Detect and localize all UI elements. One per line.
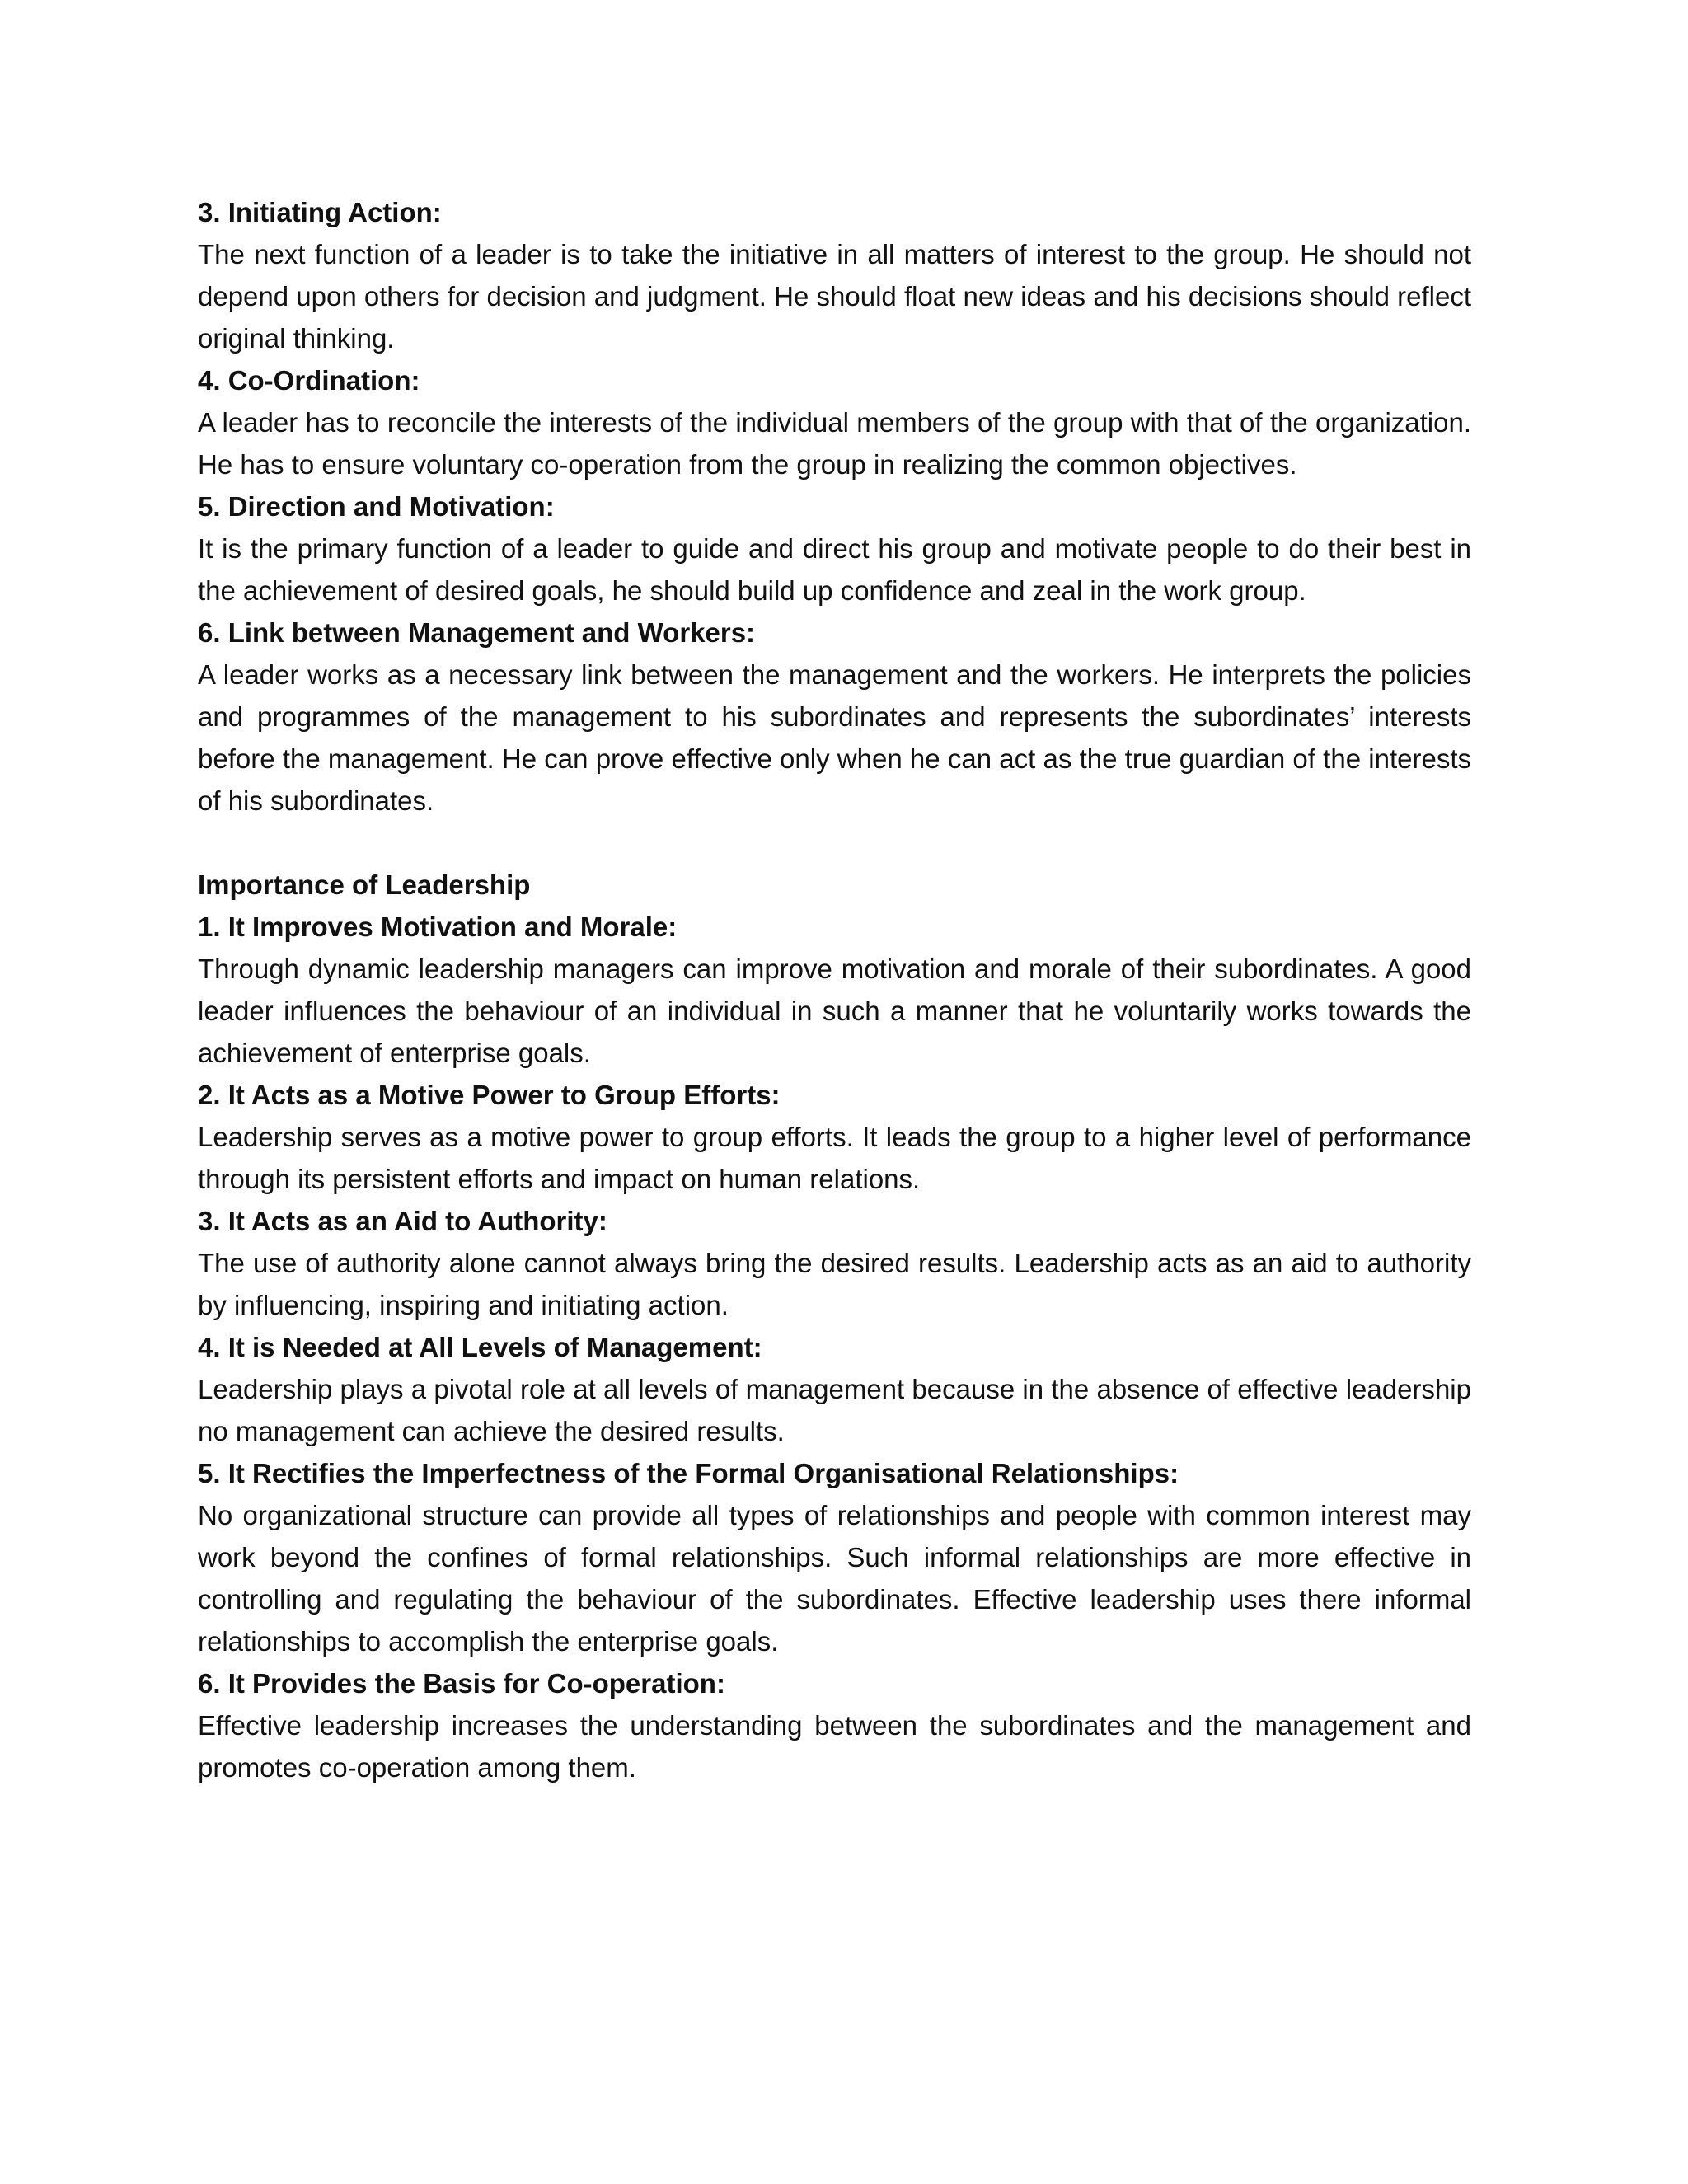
paragraph-initiating-action: The next function of a leader is to take the initiative in all matters of interest to the group. He should not depend upon others for decision and judgment. He should float new ideas and his decisions should reflect original thinking. (198, 239, 1471, 354)
paragraph-motive-power: Leadership serves as a motive power to group efforts. It leads the group to a higher level of performance through its persistent efforts and impact on human relations. (198, 1122, 1471, 1194)
paragraph-direction-motivation: It is the primary function of a leader to guide and direct his group and motivate people to do their best in the achievement of desired goals, he should build up confidence and zeal in the work group. (198, 533, 1471, 606)
paragraph-motivation-morale: Through dynamic leadership managers can improve motivation and morale of their subordinates. A good leader influences the behaviour of an individual in such a manner that he voluntarily works towards the achievement of enterprise goals. (198, 954, 1471, 1068)
section-heading-co-ordination: 4. Co-Ordination: (198, 365, 420, 396)
section-heading-basis-cooperation: 6. It Provides the Basis for Co-operation: (198, 1668, 725, 1699)
section-heading-direction-motivation: 5. Direction and Motivation: (198, 491, 555, 522)
document-page (198, 191, 1471, 1788)
section-heading-motivation-morale: 1. It Improves Motivation and Morale: (198, 912, 678, 942)
section-heading-initiating-action: 3. Initiating Action: (198, 197, 442, 227)
paragraph-rectifies-imperfectness: No organizational structure can provide all types of relationships and people with common interest may work beyond the confines of formal relationships. Such informal relationships are more effective in controlling and regulating the behaviour of the subordinates. Effective leadership uses there informal relationships to accomplish the enterprise goals. (198, 1500, 1471, 1657)
section-heading-rectifies-imperfectness: 5. It Rectifies the Imperfectness of the Formal Organisational Relationships: (198, 1458, 1179, 1488)
importance-section (198, 864, 1471, 1788)
paragraph-aid-to-authority: The use of authority alone cannot always bring the desired results. Leadership acts as an aid to authority by influencing, inspiring and initiating action. (198, 1248, 1471, 1320)
section-heading-link-management-workers: 6. Link between Management and Workers: (198, 617, 756, 648)
paragraph-link-management-workers: A leader works as a necessary link between the management and the workers. He interprets the policies and programmes of the management to his subordinates and represents the subordinates’ interests before the management. He can prove effective only when he can act as the true guardian of the interests of his subordinates. (198, 659, 1471, 816)
importance-title: Importance of Leadership (198, 869, 531, 900)
section-heading-motive-power: 2. It Acts as a Motive Power to Group Efforts: (198, 1080, 781, 1110)
paragraph-co-ordination: A leader has to reconcile the interests of the individual members of the group with that of the organization. He has to ensure voluntary co-operation from the group in realizing the common objectives. (198, 407, 1471, 480)
section-heading-all-levels: 4. It is Needed at All Levels of Management: (198, 1332, 762, 1362)
leader-functions-section (198, 191, 1471, 822)
section-heading-aid-to-authority: 3. It Acts as an Aid to Authority: (198, 1206, 607, 1236)
paragraph-all-levels: Leadership plays a pivotal role at all levels of management because in the absence of effective leadership no management can achieve the desired results. (198, 1374, 1471, 1446)
paragraph-basis-cooperation: Effective leadership increases the understanding between the subordinates and the management and promotes co-operation among them. (198, 1710, 1471, 1783)
section-spacer (198, 822, 1471, 864)
